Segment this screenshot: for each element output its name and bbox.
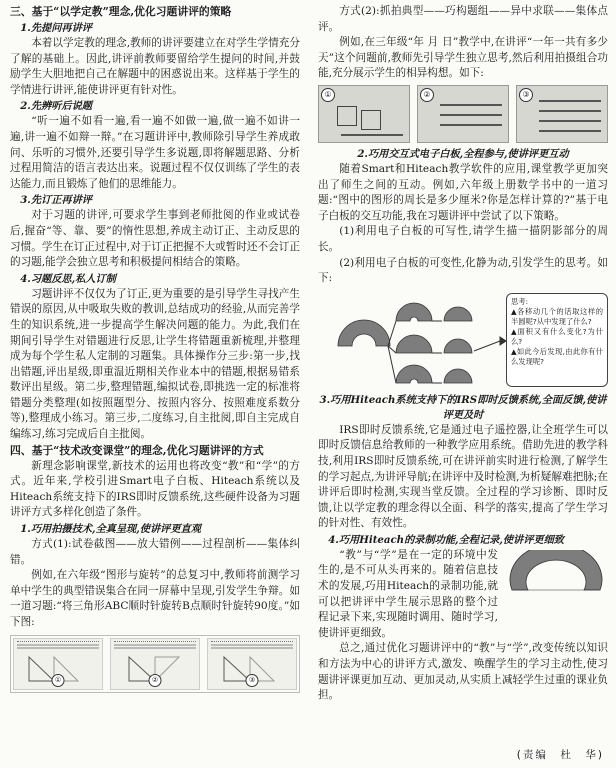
- paragraph: 方式(2):抓拍典型——巧构题组——异中求联——集体点评。: [318, 5, 608, 33]
- tech-1-heading: 1.巧用拍摄技术,全真呈现,使讲评更直观: [20, 523, 201, 536]
- paragraph: “听一遍不如看一遍,看一遍不如做一遍,做一遍不如讲一遍,讲一遍不如辩一辩。”在习题讲评中,教师除引导学生养成敢问、乐听的习惯外,还要引导学生多说题,即将解题思路、分析过程用简洁的语言表达出来。说题过程不仅仅训练了学生的表达能力,而且锻炼了他们的思维能力。: [10, 115, 300, 190]
- list-item: (2)利用电子白板的可变性,化静为动,引发学生的思考。如下:: [318, 256, 608, 285]
- semicircle-diagram: [318, 291, 608, 391]
- photo-number: ③: [519, 88, 533, 102]
- photo-thumbnail: [318, 85, 410, 143]
- subsection-3-heading: 3.先订正再讲评: [20, 194, 92, 207]
- figure-panel: [13, 638, 103, 690]
- photo-number: ②: [420, 88, 434, 102]
- semicircle-sequence: [318, 291, 508, 391]
- shaded-arc-figure: [504, 550, 608, 630]
- figure-panel: [110, 638, 200, 690]
- tech-3-heading: 3.巧用Hiteach系统支持下的IRS即时反馈系统,全面反馈,使讲评更及时: [319, 393, 607, 421]
- paragraph: IRS即时反馈系统,它是通过电子遥控器,让全班学生可以即时反馈信息给教师的一种教学应用系统。借助先进的教学科技,利用IRS即时反馈系统,可在讲评前实时进行检测,了解学生的学习起点,为讲评导航;在讲评中及时检测,为析疑解难把脉;在讲评后即时检测,实现当堂反馈。全过程的学习诊断、即时反馈,让以学定教的理念得以全面、科学的落实,提高了学生学习的针对性、有效性。: [318, 423, 608, 530]
- rotation-figure: [10, 635, 300, 693]
- paragraph: 方式(1):试卷截图——放大错例——过程剖析——集体纠错。: [10, 538, 300, 566]
- paragraph: 本着以学定教的理念,教师的讲评要建立在对学生学情充分了解的基础上。因此,讲评前教师要留给学生提问的时间,并鼓励学生大胆地把自己在解题中的困惑说出来。这样基于学生的学情进行讲评,能使讲评更有针对性。: [10, 37, 300, 96]
- figure-number: ①: [52, 674, 65, 687]
- arc-sketch: [504, 550, 608, 630]
- paragraph: 习题讲评不仅仅为了订正,更为重要的是引导学生寻找产生错误的原因,从中吸取失败的教训,总结成功的经验,从而完善学生的知识系统,进一步提高学生解决问题的能力。为此,我们在期间引导学生对错题进行反思,让学生将错题重新梳理,并整理成为每个学生私人定制的习题集。具体操作分三步:第一步,找出错题,评出星级,即重温近期相关作业本中的错题,根据易错系数评出星级。第二步,整理错题,编拟试卷,即挑选一定的标准将错题分类整理(如按照题型分、按照内容分、按照难度系数分等),整理成小练习。第三步,二度练习,自主批阅,即自主完成自编练习,练习完成后自主批阅。: [10, 287, 300, 441]
- editor-signature: (责编 杜 华): [516, 749, 604, 761]
- paragraph: 对于习题的讲评,可要求学生事到老师批阅的作业或试卷后,握奋“等、靠、要”的惰性思想,养成主动订正、主动反思的习惯。学生在订正过程中,对于订正把握不大或暂时还不会订正的习题,能学会独立思考和积极提问相结合的策略。: [10, 209, 300, 269]
- think-line: ▲如此今后发现,由此你有什么发现呢?: [511, 346, 603, 366]
- figure-panel: [207, 638, 297, 690]
- paragraph: 例如,在六年级“图形与旋转”的总复习中,教师将前测学习单中学生的典型错误集合在同一屏幕中呈现,引发学生争辩。如一道习题:“将三角形ABC顺时针旋转B点顺时针旋转90度。”如下图:: [10, 569, 300, 628]
- left-column: [10, 4, 300, 695]
- paragraph: 新理念影响课堂,新技术的运用也将改变“教”和“学”的方式。近年来,学校引进Smart电子白板、Hiteach系统以及Hiteach系统支持下的IRS即时反馈系统,这些硬件设备为习题讲评方式多样化创造了条件。: [10, 459, 300, 519]
- section3-heading: 三、基于“以学定教”理念,优化习题讲评的策略: [10, 5, 232, 18]
- photo-thumbnail: [516, 85, 608, 143]
- think-box: [506, 293, 608, 387]
- figure-number: ③: [245, 674, 258, 687]
- paragraph: 例如,在三年级“年 月 日”教学中,在讲评“一年一共有多少天”这个问题前,教师先引导学生独立思考,然后利用拍摄组合功能,充分展示学生的相异构想。如下:: [318, 36, 608, 80]
- paragraph: “教”与“学”是在一定的环境中发生的,是不可从头再来的。随着信息技术的发展,巧用Hiteach的录制功能,就可以把讲评中学生展示思路的整个过程记录下来,实现随时调用、随时学习,使讲评更细致。: [318, 548, 498, 639]
- tech-2-heading: 2.巧用交互式电子白板,全程参与,使讲评更互动: [357, 147, 569, 160]
- list-item: (1)利用电子白板的可写性,请学生描一描阴影部分的周长。: [318, 225, 608, 253]
- paragraph: 随着Smart和Hiteach教学软件的应用,课堂教学更加突出了师生之间的互动。例如,六年级上册数学书中的一道习题:“图中的图形的周长是多少厘米?你是怎样计算的?”基于电子白板的交互功能,我在习题讲评中尝试了以下策略。: [318, 162, 608, 222]
- think-title: 思考:: [511, 296, 529, 306]
- subsection-1-heading: 1.先提问再讲评: [20, 22, 92, 34]
- subsection-2-heading: 2.先辨听后说题: [20, 100, 92, 113]
- photo-thumbnail: [417, 85, 509, 143]
- figure-number: ②: [149, 674, 162, 687]
- think-line: ▲各移动几个的话取这样的半圆呢?从中发现了什么?: [511, 306, 603, 326]
- section4-heading: 四、基于“技术改变课堂”的理念,优化习题讲评的方式: [10, 443, 264, 457]
- tech-4-heading: 4.巧用Hiteach的录制功能,全程记录,使讲评更细致: [328, 533, 564, 546]
- photo-number: ①: [321, 88, 335, 102]
- right-column: [318, 4, 608, 704]
- paragraph: 总之,通过优化习题讲评中的“教”与“学”,改变传统以知识和方法为中心的讲评方式,激发、唤醒学生的学习主动性,使习题讲评课更加互动、更加灵动,从实质上减轻学生过重的课业负担。: [318, 642, 608, 702]
- subsection-4-heading: 4.习题反思,私人订制: [20, 272, 116, 285]
- photo-strip: [318, 85, 608, 143]
- think-line: ▲面积又有什么变化?为什么?: [511, 326, 603, 346]
